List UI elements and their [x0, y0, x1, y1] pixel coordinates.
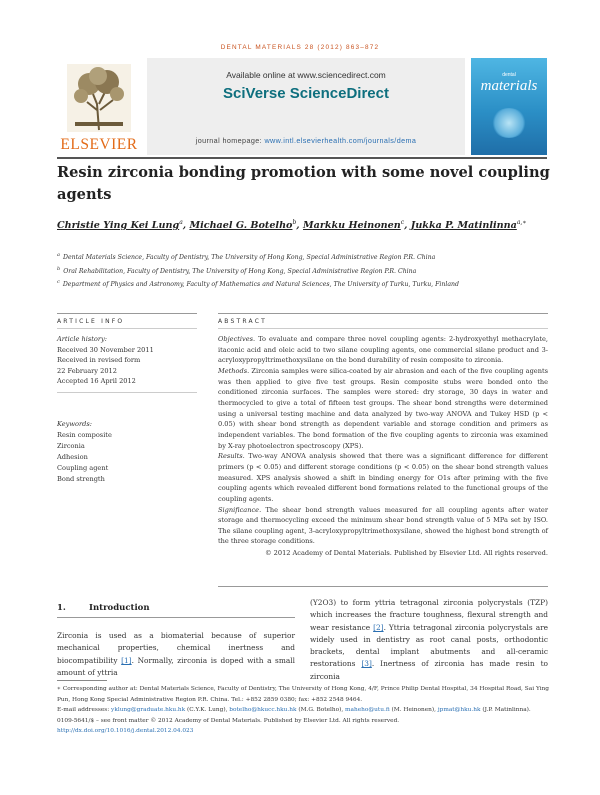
author-list: Christie Ying Kei Lung$^a$, Michael G. Botelho$^b$, Markku Heinonen$^c$, Jukka P. Matinlinna$^{a,∗}$: [57, 219, 527, 232]
citation-link[interactable]: [2]: [373, 622, 384, 632]
intro-left-column: Zirconia is used as a biomaterial because of superior mechanical properties, chemical inertness and biocompatibility [1]. Normally, zirconia is doped with a small amount of yttria: [57, 631, 295, 677]
author-3[interactable]: Markku Heinonen: [302, 220, 401, 232]
keyword: Adhesion: [57, 453, 88, 461]
email-addresses: E-mail addresses: yklung@graduate.hku.hk (C.Y.K. Lung), botelho@hkucc.hku.hk (M.G. Botelho), maheho@utu.fi (M. Heinonen), jpmat@hku.hk (J.P. Matinlinna).: [57, 707, 531, 713]
history-received: Received 30 November 2011: [57, 345, 154, 354]
elsevier-logo: [57, 58, 141, 155]
issn-line: 0109-5641/$ – see front matter © 2012 Academy of Dental Materials. Published by Elsevier Ltd. All rights reserved.: [57, 717, 400, 724]
keyword: Zirconia: [57, 442, 85, 450]
header-divider: [57, 157, 547, 159]
author-4[interactable]: Jukka P. Matinlinna: [410, 220, 517, 232]
cover-illustration: [491, 108, 527, 138]
article-title: Resin zirconia bonding promotion with some novel coupling agents: [57, 164, 550, 203]
affiliation-b: $^b$ Oral Rehabilitation, Faculty of Dentistry, The University of Hong Kong, Special Administrative Region P.R. China: [57, 265, 417, 275]
history-revised: Received in revised form: [57, 356, 141, 365]
email-link[interactable]: yklung@graduate.hku.hk: [111, 707, 186, 713]
affiliation-a: $^a$ Dental Materials Science, Faculty of Dentistry, The University of Hong Kong, Special Administrative Region P.R. China: [57, 252, 436, 262]
affiliation-c: $^c$ Department of Physics and Astronomy, Faculty of Mathematics and Natural Sciences, The University of Turku, Turku, Finland: [57, 279, 459, 289]
keywords: Keywords: Resin composite Zirconia Adhesion Coupling agent Bond strength: [57, 419, 197, 485]
intro-rule: [57, 617, 295, 618]
abstract-end-rule: [218, 586, 548, 587]
abstract-body: [218, 334, 548, 559]
author-1[interactable]: Christie Ying Kei Lung: [57, 220, 180, 232]
elsevier-tree-icon: [67, 64, 131, 132]
keyword: Resin composite: [57, 431, 112, 439]
abstract-significance: Significance. The shear bond strength values measured for all coupling agents after water storage and thermocycling exceed the minimum shear bond strength value of 5 MPa set by ISO. The silane coupling agent, 3-acryloxypropyltrimethoxysilane, showed the highest bond strength of the three storage conditions.: [218, 505, 548, 546]
email-link[interactable]: jpmat@hku.hk: [437, 707, 481, 713]
abstract-heading: ABSTRACT: [218, 318, 267, 325]
author-2[interactable]: Michael G. Botelho: [189, 220, 293, 232]
abstract-objectives: Objectives. To evaluate and compare three novel coupling agents: 2-hydroxyethyl methacrylate, itaconic acid and oleic acid to two silane coupling agents, one commercial silane product and 3-acryloxypropyltrimethoxysilane on the bond durability of resin composite to zirconia.: [218, 335, 548, 365]
abstract-results: Results. Two-way ANOVA analysis showed that there was a significant difference for different primers (p < 0.05) and different storage conditions (p < 0.05) on the shear bond strength values measured. XPS analysis showed a shift in binding energy for O1s after priming with the five coupling agents which revealed different bond formations related to the functional groups of the coupling agents.: [218, 452, 548, 503]
abstract-copyright: © 2012 Academy of Dental Materials. Published by Elsevier Ltd. All rights reserved.: [264, 549, 548, 558]
article-history: Article history: Received 30 November 2011 Received in revised form 22 February 2012 Accepted 16 April 2012: [57, 334, 197, 387]
journal-homepage: journal homepage: www.intl.elsevierhealth.com/journals/dema: [195, 136, 417, 145]
abstract-rule: [218, 313, 548, 314]
journal-header: [57, 58, 547, 155]
journal-cover: dental materials: [471, 58, 547, 155]
publisher-name: ELSEVIER: [60, 136, 138, 153]
running-head: DENTAL MATERIALS 28 (2012) 863–872: [220, 44, 380, 51]
citation-link[interactable]: [3]: [361, 659, 372, 669]
article-info-heading: ARTICLE INFO: [57, 318, 125, 325]
affiliations: [57, 250, 557, 291]
available-online: Available online at www.sciencedirect.com: [226, 70, 386, 80]
footnote: [57, 684, 549, 737]
article-info-subrule: [57, 328, 197, 329]
intro-right-column: (Y2O3) to form yttria tetragonal zirconia polycrystals (TZP) which increases the fracture toughness, flexural strength and wear resistance [2]. Yttria tetragonal zirconia polycrystals are widely used in dentistry as root canal posts, orthodontic brackets, dental implant abutments and all-ceramic restorations [3]. Inertness of zirconia has made resin to zirconia: [310, 598, 549, 681]
keyword: Bond strength: [57, 475, 105, 483]
platform-name: SciVerse ScienceDirect: [223, 85, 389, 102]
sciencedirect-banner: [147, 58, 465, 155]
email-link[interactable]: botelho@hkucc.hku.hk: [229, 707, 297, 713]
keywords-rule: [57, 392, 197, 393]
journal-homepage-link[interactable]: www.intl.elsevierhealth.com/journals/dema: [264, 136, 417, 145]
article-info-rule: [57, 313, 197, 314]
footnote-rule: [57, 680, 107, 681]
history-accepted: Accepted 16 April 2012: [57, 377, 136, 386]
corresponding-author: ∗ Corresponding author at: Dental Materials Science, Faculty of Dentistry, The University of Hong Kong, 4/F, Prince Philip Dental Hospital, 34 Hospital Road, Sai Ying Pun, Hong Kong Special Administrative Region P.R. China. Tel.: +852 2859 0380; fax: +852 2548 9464.: [57, 686, 549, 703]
section-heading-introduction: 1. Introduction: [57, 603, 150, 613]
abstract-subrule: [218, 328, 548, 329]
doi-link[interactable]: http://dx.doi.org/10.1016/j.dental.2012.04.023: [57, 728, 194, 734]
citation-link[interactable]: [1]: [121, 655, 132, 665]
email-link[interactable]: maheho@utu.fi: [345, 707, 390, 713]
history-revised-date: 22 February 2012: [57, 366, 117, 375]
abstract-methods: Methods. Zirconia samples were silica-coated by air abrasion and each of the five coupling agents was then applied to give five test groups. Resin composite stubs were bonded onto the conditioned zirconia surfaces. The samples were stored: dry storage, 30 days in water and thermocycled to give a total of fifteen test groups. The shear bond strengths were determined using a universal testing machine and data analyzed by two-way ANOVA and Tukey HSD (p < 0.05) with shear bond strength as dependent variable and storage condition and primers as independent variables. The bond formation of the five coupling agents to zirconia was examined by X-ray photoelectron spectroscopy (XPS).: [218, 366, 548, 450]
keyword: Coupling agent: [57, 464, 109, 472]
